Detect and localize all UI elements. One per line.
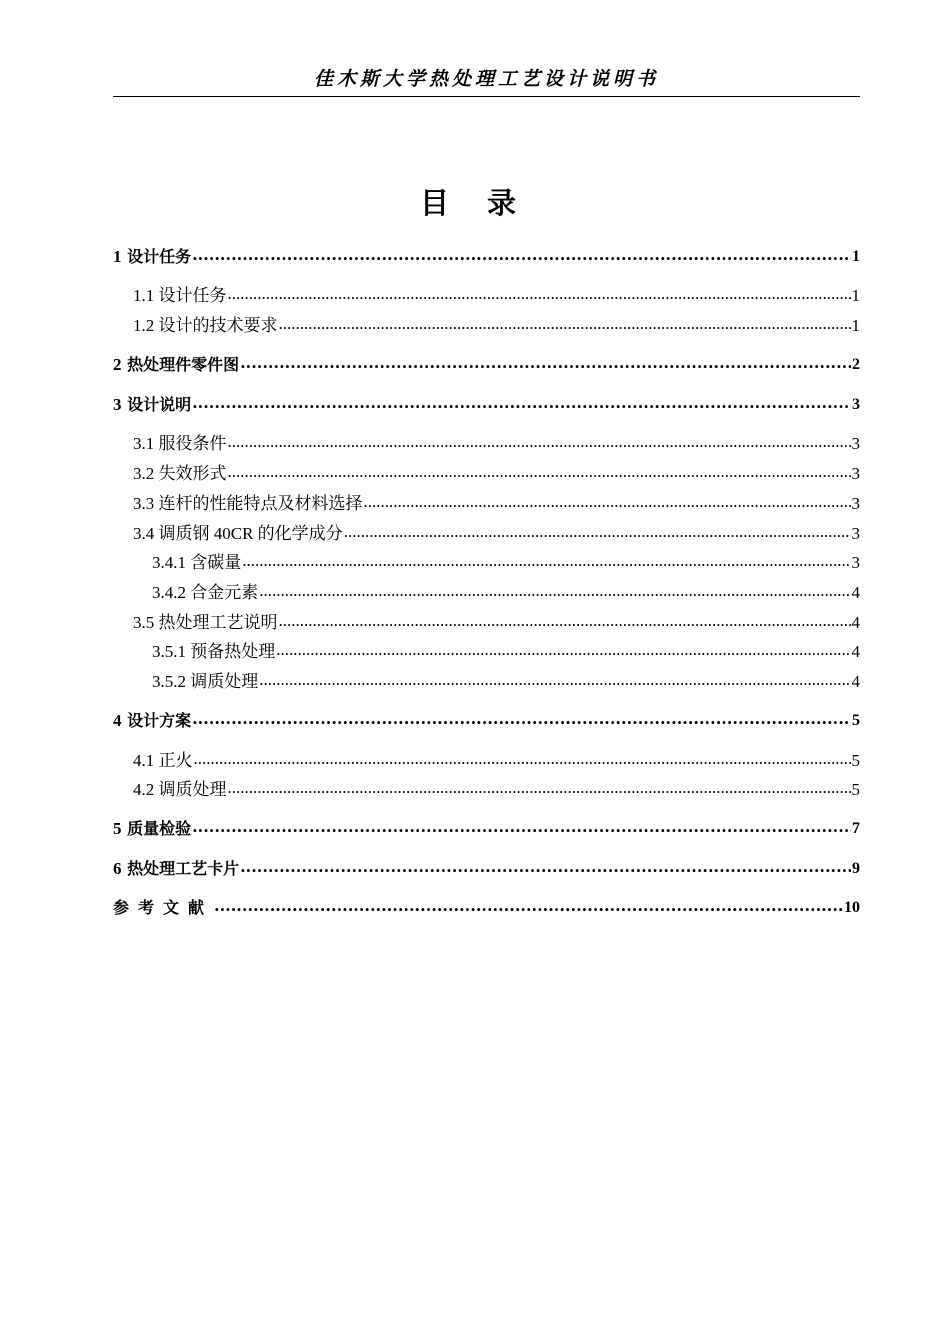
toc-entry-text: 连杆的性能特点及材料选择 [154,494,363,513]
toc-entry-text: 正火 [154,751,193,770]
toc-dot-leader [192,816,851,838]
toc-entry-number: 3.4.1 [152,553,186,572]
toc-entry[interactable] [113,352,860,376]
toc-dot-leader [228,777,851,799]
toc-entry-number: 3.4.2 [152,583,186,602]
toc-entry-number: 4.1 [133,751,155,770]
toc-entry[interactable] [113,521,860,545]
toc-entry-label [113,897,213,919]
toc-entry-text: 服役条件 [154,434,227,453]
toc-entry-page-number: 5 [852,712,860,729]
toc-entry-label [133,493,363,515]
toc-dot-leader [228,431,851,453]
toc-dot-leader [279,610,851,632]
toc-dot-leader [240,856,851,878]
toc-entry-page-number: 2 [852,356,860,373]
toc-entry-label [133,523,343,545]
toc-entry-text: 调质处理 [186,672,259,691]
toc-entry-label [133,463,227,485]
toc-entry[interactable] [113,816,860,840]
toc-entry[interactable] [113,580,860,604]
toc-entry-page-number: 7 [852,820,860,837]
toc-entry-label [152,671,258,693]
toc-entry-number: 3.1 [133,434,155,453]
toc-entry-number: 4.2 [133,780,155,799]
toc-entry-label [133,612,278,634]
toc-entry-label [113,818,191,840]
toc-dot-leader [259,580,850,602]
toc-dot-leader [192,244,851,266]
toc-entry[interactable] [113,392,860,416]
toc-entry-page-number: 4 [851,613,860,632]
toc-entry-page-number: 9 [852,860,860,877]
toc-entry-label [133,315,278,337]
toc-entry-number: 3.5.1 [152,642,186,661]
toc-entry-number: 3.4 [133,524,155,543]
toc-entry-page-number: 4 [851,672,860,691]
toc-entry[interactable] [113,431,860,455]
toc-entry-text: 热处理工艺卡片 [121,859,240,878]
toc-entry[interactable] [113,610,860,634]
header-title: 佳木斯大学热处理工艺设计说明书 [313,68,659,90]
toc-entry[interactable] [113,708,860,732]
toc-entry[interactable] [113,313,860,337]
toc-entry-label [152,552,241,574]
toc-dot-leader [364,491,851,513]
toc-entry-text: 热处理工艺说明 [154,613,278,632]
toc-entry-page-number: 5 [851,751,860,770]
toc-entry-text: 预备热处理 [186,642,276,661]
toc-entry-label [133,779,227,801]
toc-entry[interactable] [113,669,860,693]
toc-entry-text: 设计任务 [154,286,227,305]
toc-entry-number: 3.3 [133,494,155,513]
toc-entry-text: 合金元素 [186,583,259,602]
toc-entry-label [152,641,275,663]
toc-entry-page-number: 1 [852,248,860,265]
toc-entry-page-number: 5 [851,780,860,799]
toc-dot-leader [276,639,850,661]
toc-entry-page-number: 3 [851,494,860,513]
toc-entry-label [113,354,239,376]
toc-entry-label [113,246,191,268]
toc-entry-number: 3.2 [133,464,155,483]
toc-entry[interactable] [113,491,860,515]
toc-entry[interactable] [113,639,860,663]
toc-entry-number: 3 [113,395,122,414]
toc-dot-leader [279,313,851,335]
toc-entry-text: 调质处理 [154,780,227,799]
toc-entry-number: 3.5 [133,613,155,632]
toc-entry-page-number: 4 [851,583,860,602]
toc-entry-text: 设计任务 [121,247,192,266]
toc-dot-leader [192,392,851,414]
toc-dot-leader [242,550,850,572]
toc-entry-label [113,394,191,416]
toc-entry-number: 6 [113,859,122,878]
toc-entry-text: 热处理件零件图 [121,355,240,374]
toc-entry-number: 1.2 [133,316,155,335]
toc-entry[interactable] [113,777,860,801]
toc-entry-number: 5 [113,819,122,838]
toc-dot-leader [214,895,843,917]
toc-dot-leader [228,283,851,305]
toc-entry-page-number: 3 [851,434,860,453]
toc-entry-text: 含碳量 [186,553,242,572]
toc-dot-leader [192,708,851,730]
toc-entry-text: 设计说明 [121,395,192,414]
toc-entry-page-number: 10 [844,899,860,916]
toc-entry-text: 设计的技术要求 [154,316,278,335]
toc-entry-number: 2 [113,355,122,374]
toc-entry[interactable] [113,461,860,485]
toc-entry-label [113,710,191,732]
toc-entry[interactable] [113,895,860,919]
toc-dot-leader [344,521,851,543]
toc-entry[interactable] [113,748,860,772]
toc-entry-number: 1 [113,247,122,266]
toc-entry[interactable] [113,244,860,268]
toc-entry-text: 设计方案 [121,711,192,730]
toc-entry-page-number: 1 [851,316,860,335]
toc-entry-text: 质量检验 [121,819,192,838]
toc-entry-text: 调质钢 40CR 的化学成分 [154,524,343,543]
toc-entry-label [152,582,258,604]
toc-entry-number: 4 [113,711,122,730]
page-header [113,62,860,97]
toc-entry-page-number: 3 [851,553,860,572]
toc-dot-leader [240,352,851,374]
toc-entry-page-number: 4 [851,642,860,661]
toc-entry[interactable] [113,283,860,307]
toc-entry-page-number: 3 [851,464,860,483]
toc-entry-page-number: 1 [851,286,860,305]
toc-dot-leader [259,669,850,691]
toc-entry-label [133,433,227,455]
toc-title: 目 录 [419,186,531,220]
toc-entry-label [133,750,193,772]
toc-entry-number: 1.1 [133,286,155,305]
toc-entry-text: 失效形式 [154,464,227,483]
toc-entry-label [113,858,239,880]
toc-entry-text: 参考文献 [113,898,214,917]
toc-entry-page-number: 3 [852,396,860,413]
toc-dot-leader [194,748,851,770]
toc-entry-label [133,285,227,307]
toc-entry-number: 3.5.2 [152,672,186,691]
toc-entry[interactable] [113,550,860,574]
toc-entry[interactable] [113,856,860,880]
toc-entry-page-number: 3 [851,524,860,543]
toc-dot-leader [228,461,851,483]
